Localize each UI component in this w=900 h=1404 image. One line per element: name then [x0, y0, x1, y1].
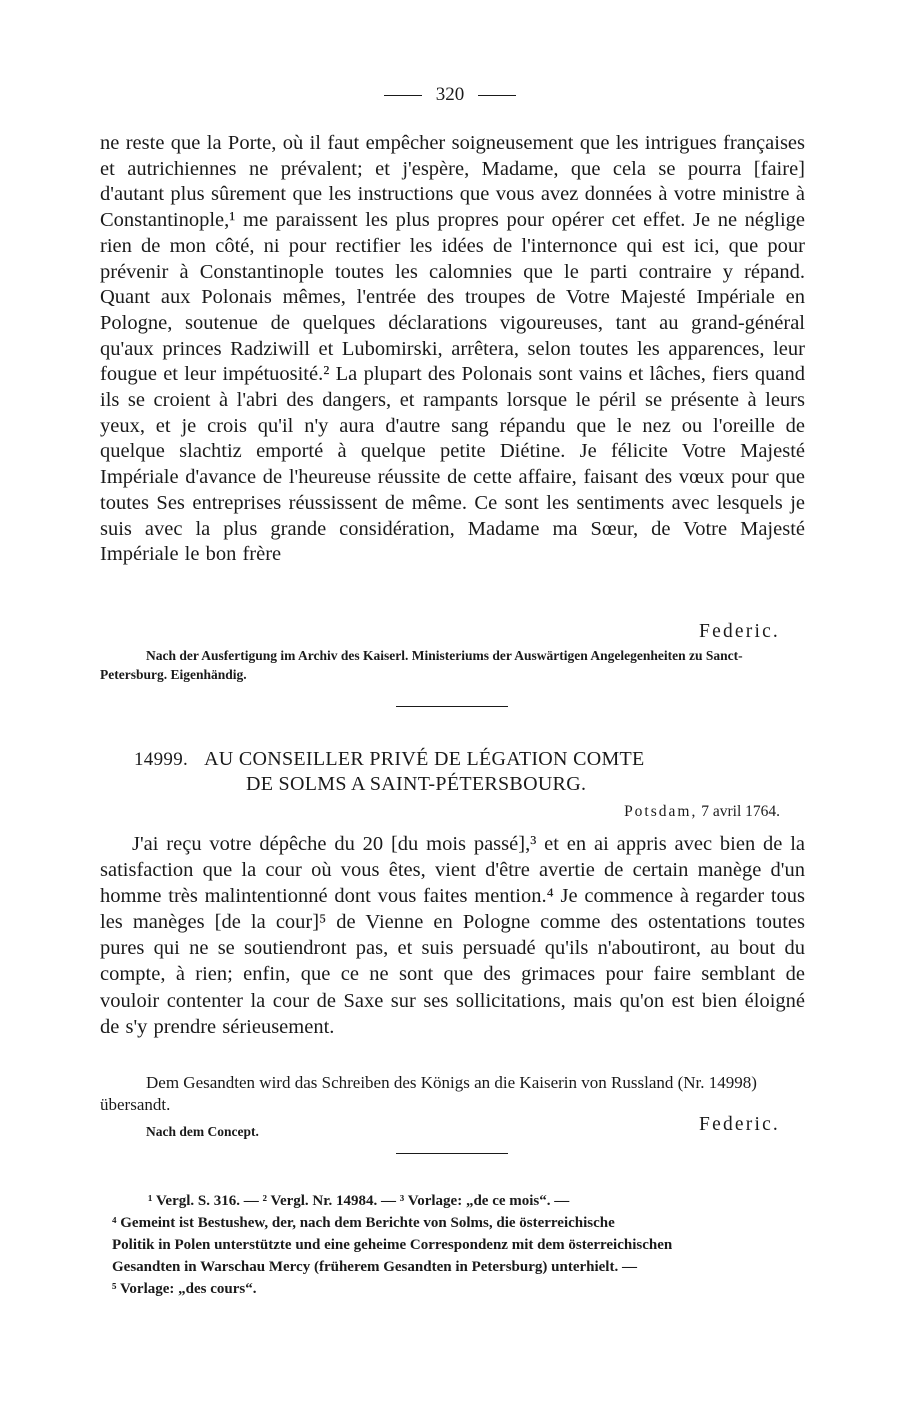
letter2-title-line1: AU CONSEILLER PRIVÉ DE LÉGATION COMTE — [204, 748, 645, 770]
letter2-title-line2: DE SOLMS A SAINT-PÉTERSBOURG. — [246, 773, 587, 795]
letter2-number: 14999. — [134, 749, 189, 770]
letter1-source-note: Nach der Ausfertigung im Archiv des Kaiserl. Ministeriums der Auswärtigen Angelegenheiten zu Sanct-Petersburg. Eigenhändig. — [100, 648, 743, 682]
letter2-signature: Federic. — [699, 1114, 780, 1135]
header-dash-left — [384, 95, 422, 96]
header-dash-right — [478, 95, 516, 96]
letter2-body: J'ai reçu votre dépêche du 20 [du mois passé],³ et en ai appris avec bien de la satisfaction que la cour où vous êtes, vient d'être avertie de certain manège d'un homme très malintentionné dont vous faites mention.⁴ Je commence à regarder tous les manèges [de la cour]⁵ de Vienne en Pologne comme des ostentations toutes pures qui ne se soutiendront pas, et suis persuadé qu'ils n'aboutiront, au bout du compte, à rien; enfin, que ce ne sont que des grimaces pour faire semblant de vouloir contenter la cour de Saxe sur ses sollicitations, mais qu'on est bien éloigné de s'y prendre sérieusement. — [100, 833, 805, 1038]
footnote-line: Gesandten in Warschau Mercy (früherem Gesandten in Petersburg) unterhielt. — — [112, 1259, 637, 1275]
letter2-dateline — [624, 803, 780, 821]
letter2-heading — [134, 747, 784, 796]
letter2-note: Dem Gesandten wird das Schreiben des Königs an die Kaiserin von Russland (Nr. 14998) übersandt. — [100, 1073, 757, 1114]
footnote-line: ⁴ Gemeint ist Bestushew, der, nach dem Berichte von Solms, die österreichische — [112, 1215, 615, 1231]
letter2-place: Potsdam, — [624, 803, 698, 820]
letter1-body: ne reste que la Porte, où il faut empêcher soigneusement que les intrigues françaises et autrichiennes ne prévalent; et j'espère, Madame, que cela se pourra [faire] d'autant plus sûrement que les instructions que vous avez données à votre ministre à Constantinople,¹ me paraissent les plus propres pour opérer cet effet. Je ne néglige rien de mon côté, ni pour rectifier les idées de l'internonce qui est ici, que pour prévenir à Constantinople toutes les calomnies que le parti contraire y répand. Quant aux Polonais mêmes, l'entrée des troupes de Votre Majesté Impériale en Pologne, soutenue de quelques déclarations vigoureuses, tant au grand-général qu'aux princes Radziwill et Lubomirski, arrêtera, selon toutes les apparences, leur fougue et leur impétuosité.² La plupart des Polonais sont vains et lâches, fiers quand ils se croient à l'abri des dangers, et rampants lorsque le péril se présente à leurs yeux, et je crois qu'il n'y aura d'autre sang répandu que le nez ou l'oreille de quelque slachtiz emporté à quelque petite Diétine. Je félicite Votre Majesté Impériale d'avance de l'heureuse réussite de cette affaire, faisant des vœux pour que toutes Ses entreprises réussissent de même. Ce sont les sentiments avec lesquels je suis avec la plus grande considération, Madame ma Sœur, de Votre Majesté Impériale le bon frère — [100, 132, 805, 566]
footnotes — [112, 1190, 802, 1300]
page-number: 320 — [435, 84, 465, 105]
footnote-line: ⁵ Vorlage: „des cours“. — [112, 1281, 257, 1297]
footnote-line: ¹ Vergl. S. 316. — ² Vergl. Nr. 14984. — ³ Vorlage: „de ce mois“. — — [148, 1193, 570, 1209]
footnote-line: Politik in Polen unterstützte und eine geheime Correspondenz mit dem österreichischen — [112, 1237, 673, 1253]
letter2-source-note: Nach dem Concept. — [146, 1124, 259, 1139]
letter1-signature: Federic. — [699, 621, 780, 642]
letter2-date: 7 avril 1764. — [701, 803, 780, 820]
page-header — [0, 84, 900, 106]
section-divider — [396, 706, 508, 707]
footnote-divider — [396, 1153, 508, 1154]
